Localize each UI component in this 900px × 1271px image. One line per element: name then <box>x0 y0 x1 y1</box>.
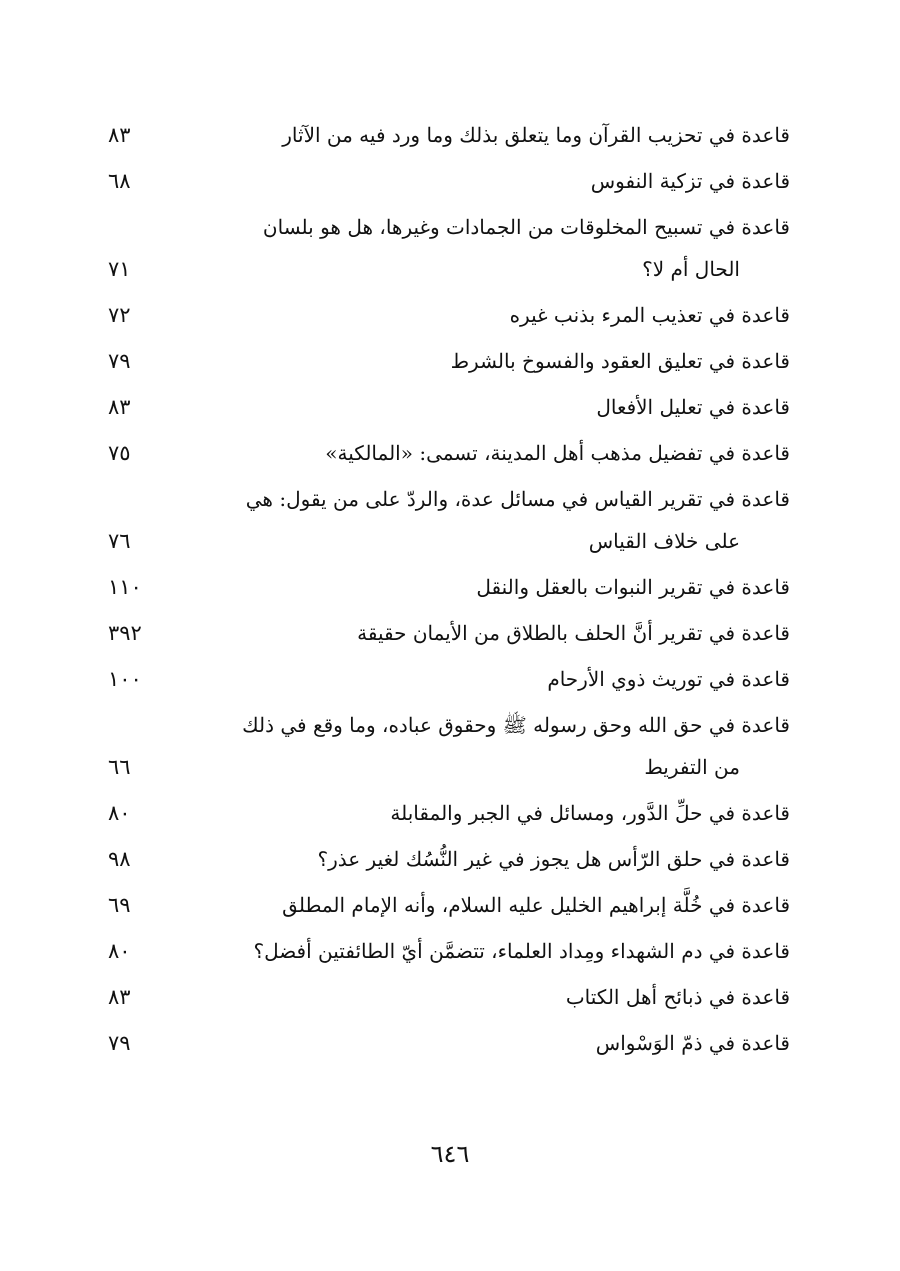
entry-page-number: ٨٣ <box>108 123 131 147</box>
entry-title-line: قاعدة في تسبيح المخلوقات من الجمادات وغيرها، هل هو بلسان <box>262 215 790 239</box>
entry-page-number: ١١٠ <box>108 575 142 599</box>
entry-page-number: ٨٠ <box>108 801 131 825</box>
entry-page-number: ١٠٠ <box>108 667 142 691</box>
index-entry <box>100 882 790 928</box>
entry-title: قاعدة في ذمّ الوَسْواس <box>595 1031 790 1055</box>
entry-page-number: ٨٣ <box>108 395 131 419</box>
entry-page-number: ٧٩ <box>108 349 131 373</box>
entry-title: قاعدة في توريث ذوي الأرحام <box>547 667 790 691</box>
entry-title: قاعدة في تفضيل مذهب أهل المدينة، تسمى: «المالكية» <box>325 441 790 465</box>
entry-title: قاعدة في ذبائح أهل الكتاب <box>565 985 790 1009</box>
entry-title <box>200 204 790 292</box>
index-entry <box>100 974 790 1020</box>
entry-page-number: ٦٨ <box>108 169 131 193</box>
entry-title: قاعدة في تحزيب القرآن وما يتعلق بذلك وما ورد فيه من الآثار <box>282 123 790 147</box>
entry-page-number: ٧١ <box>108 257 131 281</box>
entry-title: قاعدة في تعذيب المرء بذنب غيره <box>509 303 790 327</box>
entry-page-number: ٧٦ <box>108 529 131 553</box>
entry-title: قاعدة في تعليق العقود والفسوخ بالشرط <box>450 349 790 373</box>
entry-title: قاعدة في تعليل الأفعال <box>596 395 790 419</box>
index-entry <box>100 292 790 338</box>
entry-title: قاعدة في حلق الرّأس هل يجوز في غير النُّسُك لغير عذر؟ <box>317 847 790 871</box>
index-entry <box>100 338 790 384</box>
index-entry <box>100 158 790 204</box>
entry-title-line: قاعدة في حق الله وحق رسوله ﷺ وحقوق عباده، وما وقع في ذلك <box>242 713 790 737</box>
index-entry <box>100 656 790 702</box>
index-entry <box>100 430 790 476</box>
index-entry <box>100 790 790 836</box>
index-entry <box>100 702 790 790</box>
entry-title: قاعدة في تقرير النبوات بالعقل والنقل <box>476 575 790 599</box>
entry-title: قاعدة في تزكية النفوس <box>590 169 790 193</box>
entry-page-number: ٨٣ <box>108 985 131 1009</box>
entry-page-number: ٧٩ <box>108 1031 131 1055</box>
entry-title-continuation: على خلاف القياس <box>588 529 740 553</box>
entry-title <box>200 476 790 564</box>
index-list <box>100 112 790 1066</box>
entry-title: قاعدة في تقرير أنَّ الحلف بالطلاق من الأيمان حقيقة <box>357 621 790 645</box>
entry-page-number: ٨٠ <box>108 939 131 963</box>
entry-title-continuation: الحال أم لا؟ <box>642 257 740 281</box>
entry-page-number: ٦٦ <box>108 755 131 779</box>
index-entry <box>100 928 790 974</box>
index-entry <box>100 1020 790 1066</box>
page-number-footer: ٦٤٦ <box>430 1140 470 1168</box>
index-entry <box>100 610 790 656</box>
entry-page-number: ٦٩ <box>108 893 131 917</box>
index-entry <box>100 476 790 564</box>
entry-title-line: قاعدة في تقرير القياس في مسائل عدة، والردّ على من يقول: هي <box>245 487 790 511</box>
index-entry <box>100 836 790 882</box>
entry-title-continuation: من التفريط <box>644 755 740 779</box>
entry-page-number: ٩٨ <box>108 847 131 871</box>
entry-page-number: ٧٢ <box>108 303 131 327</box>
entry-title: قاعدة في دم الشهداء ومِداد العلماء، تتضمَّن أيّ الطائفتين أفضل؟ <box>253 939 790 963</box>
entry-title: قاعدة في حلِّ الدَّور، ومسائل في الجبر والمقابلة <box>390 801 790 825</box>
index-entry <box>100 564 790 610</box>
entry-page-number: ٧٥ <box>108 441 131 465</box>
entry-title: قاعدة في خُلَّة إبراهيم الخليل عليه السلام، وأنه الإمام المطلق <box>282 893 790 917</box>
index-entry <box>100 384 790 430</box>
entry-page-number: ٣٩٢ <box>108 621 142 645</box>
index-entry <box>100 204 790 292</box>
index-entry <box>100 112 790 158</box>
entry-title <box>200 702 790 790</box>
